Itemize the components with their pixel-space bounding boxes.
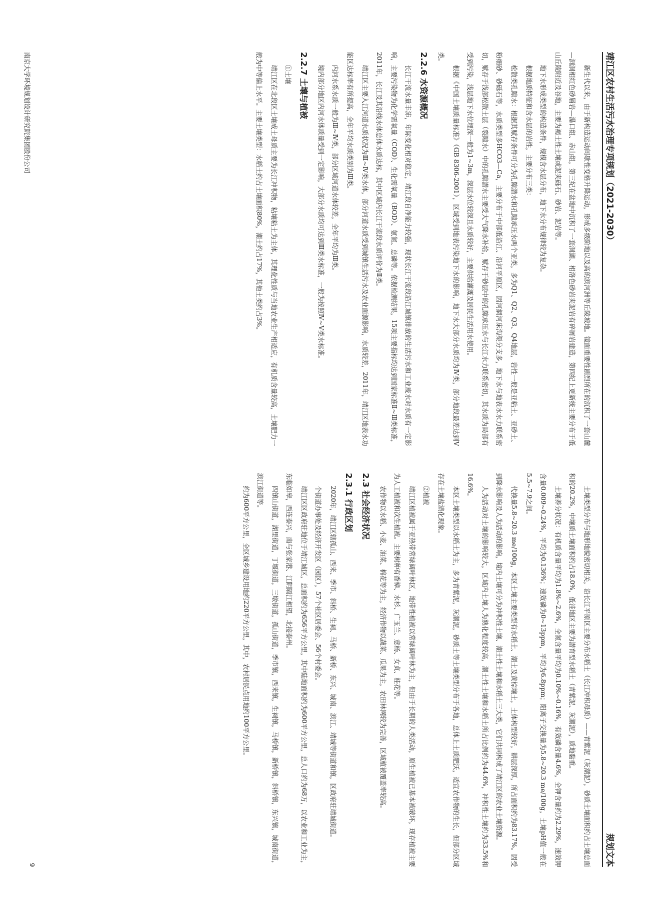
section-heading-2-2-6: 2.2.6 水资源概况 (419, 52, 430, 120)
right-column (38, 473, 594, 867)
paragraph: 本区土壤类型以水稻土为主，多为青紫泥，灰潮泥，砂质土等土壤类型分布于各地，总体上土质肥沃，适宜农作物的生长，但部分区域存在土壤盐渍化现象。 (437, 473, 460, 867)
paragraph: 靖江区在北段区土壤成土母质主要为长江冲积物，粘壤粘土为主体，其理化性质与当地农业生产相适应，有机质含量较高，土壤肥力一般为中等偏上水平。主要土壤类型：水稻土约占土壤面积80%，潮土约占17%，其他土类约占3%。 (255, 52, 278, 446)
paragraph: 境内部分地区内河水体质量受到一定影响，大部分水质均可达到Ⅲ类水标准，一般为按照Ⅳ~Ⅴ类水标准。 (316, 64, 325, 363)
paragraph: 靖江区主要入江河道水质状况为Ⅲ~Ⅳ类水体，部分河道水质受到城镇生活污水及农业面源影响，水质较差，2011年，靖江区地表水功能区达标率有所提高，全年平均水质类别为Ⅲ类。 (346, 52, 369, 446)
paragraph: 靖江区植被属于亚热带常绿阔叶林区，地带性植被以常绿阔叶林为主，但由于长期的人类活动，原生植被已基本被破坏，现存植被主要为人工植被和次生植被。主要树种有香樟、水杉、广玉兰、意杨、女贞、桂花等。 (393, 473, 416, 867)
section-heading-2-3: 2.3 社会经济状况 (361, 473, 372, 540)
page-footer (20, 52, 36, 867)
header-rule (602, 52, 603, 867)
paragraph: 长江干流水量丰沛，年际变化相对稳定，靖江段自净能力较强，现状长江干流段沿江城镇排放的生活污水和工业废水对水质有一定影响，主要污染物为化学需氧量（COD）、生化需氧量（BOD）、氨氮、总磷等。依据检测结果，15项主要指标均达到国家标准Ⅱ~Ⅲ类标准，2011年，长江及其沿线水体总体水质达标，其中区域内长江干流段水质评价为Ⅱ类。 (375, 52, 413, 446)
left-column (38, 52, 594, 446)
document-type-label: 规划文本 (605, 833, 615, 867)
section-heading-2-2-7: 2.2.7 土壤与植被 (299, 52, 310, 120)
paragraph: 四镇山街道，湖里街道，丁堰街道，三墩街道，孤山街道，季市镇，西来镇，生祠镇，马桥镇，新桥镇，斜桥镇，东兴镇，城南街道，滨江街道等。 (256, 473, 279, 867)
paragraph: 土壤类型分布与地形地貌密切相关，沿长江平原区主要分布水稻土（长江冲积母质）——青紫泥（灰潮泥），砂质土壤面积约占土壤总面积的20.2%，中壤质土壤面积约占18.0%，低洼地区主要为潜育型水稻土（青紫泥、灰潮泥），质地黏重。 (568, 473, 591, 867)
paragraph: 农作物以水稻、小麦、油菜、棉花等为主，经济作物以蔬菜、瓜果为主，农田林网较为完善，区域植被覆盖率较高。 (378, 485, 387, 812)
paragraph: 个街道办事处及经济开发区（园区），57个社区居委会、56个村委会。 (314, 485, 323, 685)
paragraph: 根据地质特征和含水层的岩性，主要分布三类： (524, 64, 533, 199)
paragraph: 内河水系水质一般为Ⅲ~Ⅳ类，部分区域河道水体较差，全年平均为Ⅲ类。 (331, 64, 340, 275)
subsection-label-vegetation: ②植被 (422, 485, 431, 505)
paragraph: 靖江区区政府驻地位于靖江城区，总面积约为656平方公里，其中陆地面积约为600平方公里，总人口约为68万，以农业和工业为主，东临如皋，西连泰兴，南与张家港、江阴隔江相望，北接泰州。 (285, 473, 308, 867)
paragraph: 约为600平方公里，全区城乡建设用地约220平方公里，其中，农村居民点用地约100平方公里。 (241, 485, 250, 759)
paragraph: 根据《中国土壤质量标准》（GB 8306-2001），区域受到地表污染地下水的影响，地下水大部分水质均为Ⅳ类，部分地段最差达到Ⅴ类。 (437, 52, 460, 446)
paragraph: 地下水形成类型的构造条件，规模含水层分布，地下水分布规律较为复杂。 (539, 64, 548, 276)
paragraph: 土壤养分状况：有机质含量平均为1.8%~2.6%，全氮含量平均为0.10%~0.16%，有效磷含量4.6%，全钾含量约为2.29%，速效钾含量0.009~0.24%，平均为0.136%；速效磷为0~13ppm，平均为6.8ppm；阳离子交换量为5.8~20.3 me/100g，土壤pH值一般在5.5~7.9之间。 (524, 473, 562, 867)
paragraph: 新生代以来，由于新构造运动间歇性变格升降运动，形成多级阶地以及高的滨河洲等丘陵坡地。镜面重要性剧烈所在的沉积了一套山麓—洞洞相红色砂層岩—瀑口组、赤山组，第三纪在盆地中沉积了一套洞湖、相洛色砂岩夹泥岩有碎屑岩建造，第四纪上更新统主要分布于低山丘陵附近及谷地，主要为褐土性土壤或泥夹砾石、砂岩、泥岩等。 (553, 52, 591, 446)
subsection-label-soil: ①土壤 (284, 64, 293, 84)
paragraph: 代换量5.8~20.3 me/100g，本区土壤主要类型有水稻土、潮土及黄棕壤土，土体构型较好，耕层深厚，所占面积约为83.17%。因受到降水影响及人为活动的影响，境内土壤可分为冲积性土壤、潮土性土壤和水稻土三大类，它们共同构成了靖江区的农业土壤资源。 (495, 473, 519, 867)
paragraph: 2020年，靖江区辖孤山、西来、季市、斜桥、生祠、马桥、新桥、东兴、城南、滨江、靖城等街道和镇，区政府驻靖城街道。 (329, 485, 338, 841)
document-title: 靖江区农村生活污水治理专项规划（2021-2030） (605, 52, 615, 245)
page-number: 9 (28, 862, 36, 867)
paragraph: 人为活动对土壤的影响较大，区域内土壤人为熟化程度较高，潮土性土壤和水稻土所占比例约为44.6%，冲积性土壤约为33.5%和16.6%。 (466, 473, 489, 867)
paragraph: 松散类孔隙水：根据其赋存条件可分为孔隙潜水和孔隙承压水两个亚类，多为Q1、Q2、Q3、Q4地层，岩性一般是亚粘土、亚砂土、粉细砂、砂砾石等，水质类型多HCO3—Ca，主要分布于中部低沿江、沿河平原区，因河網河床沟渠分支多，地下水与地表水水力联系密切，赋存于浅部松散土层（裂隙水）中的孔隙潜水主要受大气降水补给，赋存于砂层中的孔隙承压水与长江水力联系密切，其水质为局部有受到污染，浅层地下水位埋深一般为1~3m，深层水位较深且水质较好，主要供给灌溉及居民生活用水使用。 (466, 52, 519, 446)
footer-organization: 南京大学环境规划设计研究院集团股份公司 (23, 52, 31, 174)
section-heading-2-3-1: 2.3.1 行政区划 (344, 473, 355, 532)
